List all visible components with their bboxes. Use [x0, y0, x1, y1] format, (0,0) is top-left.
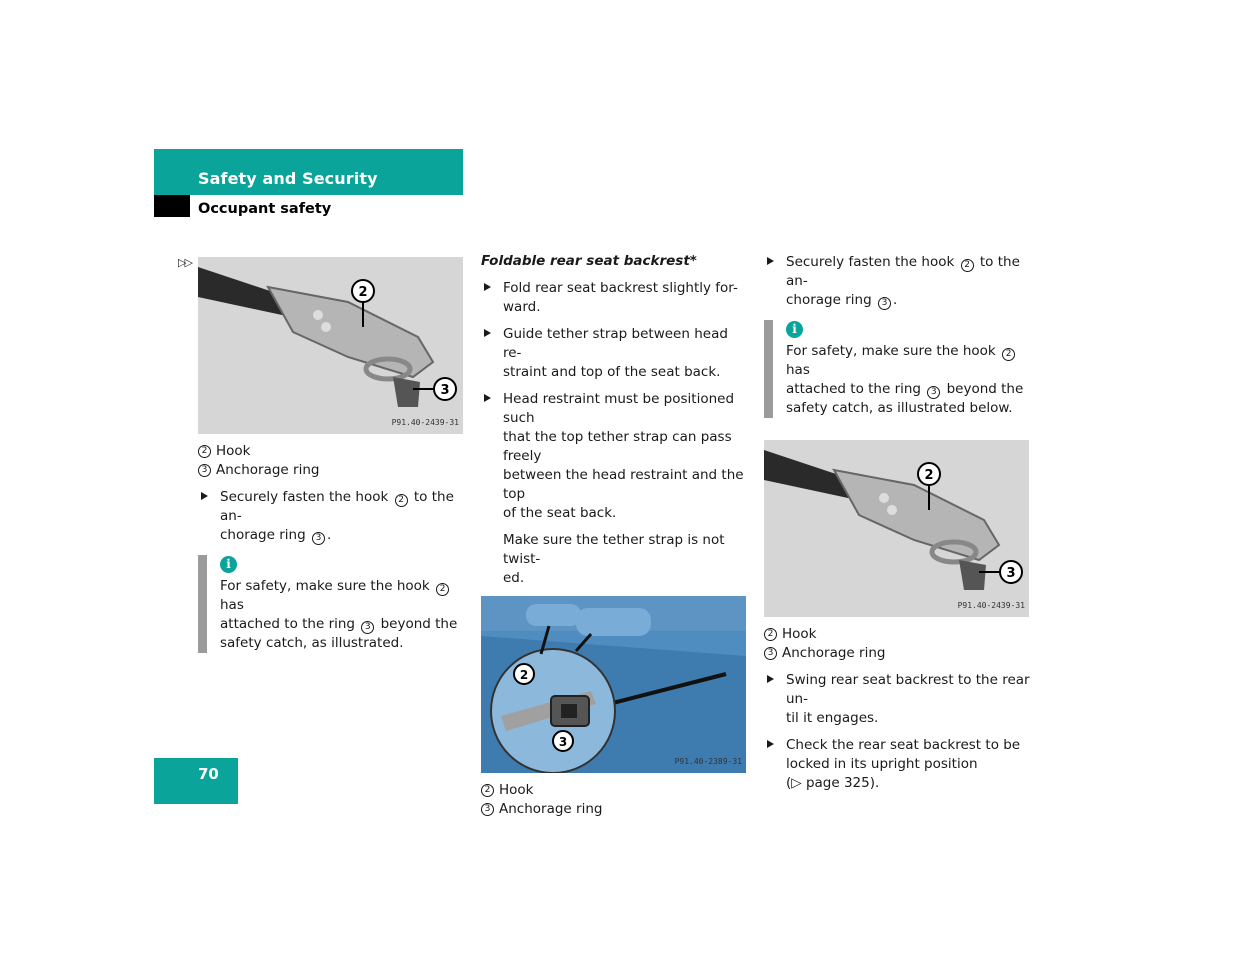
step-bullet-icon — [484, 394, 491, 402]
note-bar — [764, 320, 773, 418]
legend-label: Anchorage ring — [499, 801, 603, 817]
instruction-step: Securely fasten the hook 2 to the an- chorage ring 3 . — [764, 253, 1032, 310]
callout-number: 3 — [198, 464, 211, 477]
legend-item — [481, 800, 749, 819]
step-bullet-icon — [767, 257, 774, 265]
step-bullet-icon — [767, 675, 774, 683]
svg-text:2: 2 — [519, 668, 529, 682]
instruction-note: Make sure the tether strap is not twist- ed. — [503, 532, 725, 586]
safety-note: i For safety, make sure the hook 2 has attached to the ring 3 beyond the safety catch, as illustrated. — [198, 555, 463, 653]
figure-code: P91.40-2439-31 — [957, 601, 1025, 610]
section-heading: Foldable rear seat backrest* — [481, 253, 697, 269]
callout-number: 2 — [481, 784, 494, 797]
legend-label: Hook — [216, 443, 251, 459]
figure-code: P91.40-2439-31 — [391, 418, 459, 427]
step-bullet-icon — [484, 283, 491, 291]
safety-note: i For safety, make sure the hook 2 has attached to the ring 3 beyond the safety catch, as illustrated below. — [764, 320, 1032, 418]
note-bar — [198, 555, 207, 653]
page-number-box — [154, 758, 238, 804]
hook-illustration — [198, 257, 463, 434]
svg-text:2: 2 — [358, 285, 368, 300]
legend-item — [481, 781, 749, 800]
instruction-step: Guide tether strap between head re- straint and top of the seat back. — [481, 325, 749, 382]
svg-text:3: 3 — [440, 383, 450, 398]
seat-illustration — [481, 596, 746, 773]
info-icon: i — [220, 556, 237, 573]
subsection-title: Occupant safety — [198, 201, 332, 217]
legend-item — [198, 461, 463, 480]
column-1 — [198, 257, 463, 653]
step-bullet-icon — [201, 492, 208, 500]
legend-label: Hook — [782, 626, 817, 642]
instruction-step: Securely fasten the hook 2 to the an- chorage ring 3 . — [198, 488, 463, 545]
column-2 — [481, 252, 749, 819]
info-icon: i — [786, 321, 803, 338]
legend-label: Anchorage ring — [782, 645, 886, 661]
legend-label: Hook — [499, 782, 534, 798]
svg-text:2: 2 — [924, 468, 934, 483]
hook-illustration — [764, 440, 1029, 617]
figure-legend — [198, 442, 463, 480]
legend-label: Anchorage ring — [216, 462, 320, 478]
section-header-bar — [154, 149, 463, 195]
figure-legend — [764, 625, 1032, 663]
callout-number: 2 — [198, 445, 211, 458]
callout-number: 3 — [481, 803, 494, 816]
section-title: Safety and Security — [198, 169, 378, 188]
step-bullet-icon — [484, 329, 491, 337]
callout-number: 2 — [764, 628, 777, 641]
legend-item — [198, 442, 463, 461]
subsection-marker — [154, 195, 190, 217]
column-3 — [764, 245, 1032, 793]
figure-legend — [481, 781, 749, 819]
continued-marker: ▷▷ — [178, 256, 191, 269]
step-bullet-icon — [767, 740, 774, 748]
svg-text:3: 3 — [558, 735, 568, 749]
instruction-step: Head restraint must be positioned such that the top tether strap can pass freely between the head restraint and the top of the seat back. — [481, 390, 749, 523]
instruction-step: Fold rear seat backrest slightly for- ward. — [481, 279, 749, 317]
figure-code: P91.40-2389-31 — [674, 757, 742, 766]
callout-number: 3 — [764, 647, 777, 660]
page-number: 70 — [198, 765, 219, 783]
svg-text:3: 3 — [1006, 566, 1016, 581]
instruction-step: Check the rear seat backrest to be locked in its upright position (▷ page 325). — [764, 736, 1032, 793]
instruction-step: Swing rear seat backrest to the rear un- til it engages. — [764, 671, 1032, 728]
legend-item — [764, 625, 1032, 644]
legend-item — [764, 644, 1032, 663]
